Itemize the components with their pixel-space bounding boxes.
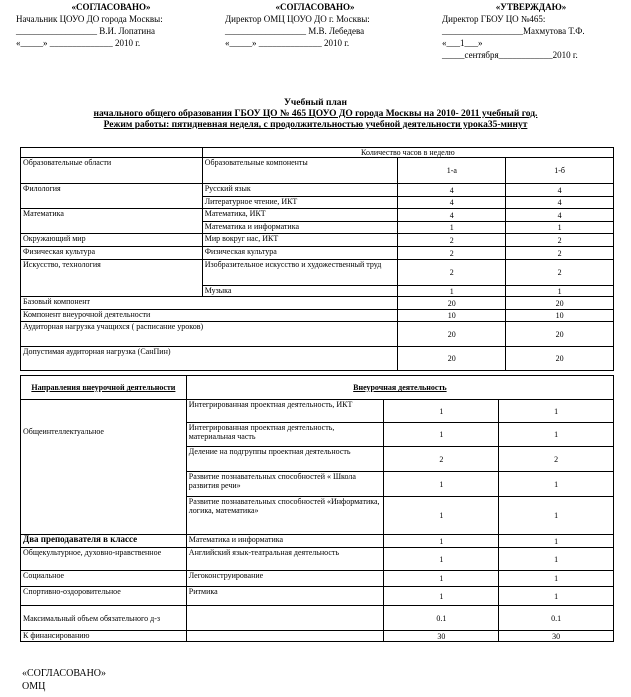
max-volume-label: Максимальный объем обязательного д-з	[21, 606, 187, 631]
hours-1a-cell: 4	[398, 197, 506, 209]
activity-1b-cell: 1	[499, 535, 614, 548]
summary-1a: 20	[398, 297, 506, 310]
activity-cell: Ритмика	[186, 587, 384, 606]
hours-1b-cell: 1	[506, 286, 614, 297]
summary-label: Компонент внеурочной деятельности	[21, 310, 398, 322]
summary-1a: 10	[398, 310, 506, 322]
activity-cell: Интегрированная проектная деятельность, материальная часть	[186, 423, 384, 447]
activity-cell: Математика и информатика	[186, 535, 384, 548]
activity-1b-cell: 1	[499, 400, 614, 423]
hours-table	[20, 147, 614, 371]
hours-1a-cell: 2	[398, 247, 506, 260]
component-cell: Музыка	[202, 286, 398, 297]
area-cell: Окружающий мир	[21, 234, 203, 247]
activity-1a-cell: 2	[384, 447, 499, 472]
activity-cell: Развитие познавательных способностей « Школа развития речи»	[186, 472, 384, 497]
financing-1a: 30	[384, 631, 499, 642]
activity-1b-cell: 1	[499, 423, 614, 447]
activity-1a-cell: 1	[384, 497, 499, 535]
header-left-line3: «_____» ______________ 2010 г.	[16, 38, 141, 48]
hours-1b-cell: 2	[506, 234, 614, 247]
hours-1a-cell: 1	[398, 222, 506, 234]
hours-per-week-header: Количество часов в неделю	[202, 148, 613, 158]
activity-cell: Интегрированная проектная деятельность, ИКТ	[186, 400, 384, 423]
col-component-header: Образовательные компоненты	[202, 158, 398, 184]
direction-cell: Общекультурное, духовно-нравственное	[21, 548, 187, 571]
title-line3: Режим работы: пятидневная неделя, с продолжительностью учебной деятельности урока35-минут	[103, 120, 528, 130]
component-cell: Мир вокруг нас, ИКТ	[202, 234, 398, 247]
header-middle-line2: __________________ М.В. Лебедева	[225, 26, 365, 36]
direction-cell: Два преподавателя в классе	[21, 535, 187, 548]
summary-1a: 20	[398, 322, 506, 347]
financing-blank	[186, 631, 384, 642]
hours-1b-cell: 1	[506, 222, 614, 234]
hours-1b-cell: 4	[506, 209, 614, 222]
activity-1a-cell: 1	[384, 548, 499, 571]
col-1a-header: 1-а	[398, 158, 506, 184]
component-cell: Физическая культура	[202, 247, 398, 260]
title-line2: начального общего образования ГБОУ ЦО № 465 ЦОУО ДО города Москвы на 2010- 2011 учебный год.	[93, 109, 538, 119]
hours-1a-cell: 4	[398, 184, 506, 197]
component-cell: Русский язык	[202, 184, 398, 197]
header-right	[442, 1, 620, 61]
title-line1: Учебный план	[283, 98, 348, 108]
area-cell: Математика	[21, 209, 203, 234]
hours-1b-cell: 4	[506, 197, 614, 209]
hours-1a-cell: 2	[398, 260, 506, 286]
component-cell: Математика, ИКТ	[202, 209, 398, 222]
direction-cell: Социальное	[21, 571, 187, 587]
activity-cell: Легоконструирование	[186, 571, 384, 587]
header-left	[16, 1, 206, 49]
header-right-title: «УТВЕРЖДАЮ»	[495, 2, 567, 12]
hours-table-blank-corner	[21, 148, 203, 158]
hours-1a-cell: 2	[398, 234, 506, 247]
header-middle-title: «СОГЛАСОВАНО»	[275, 2, 355, 12]
financing-1b: 30	[499, 631, 614, 642]
direction-cell	[21, 400, 187, 535]
summary-1b: 20	[506, 322, 614, 347]
header-right-line2: __________________Махмутова Т.Ф.	[442, 26, 585, 36]
directions-header: Направления внеурочной деятельности	[21, 376, 187, 400]
area-cell: Физическая культура	[21, 247, 203, 260]
header-middle	[225, 1, 405, 49]
header-right-line3: «___1___»	[442, 38, 483, 48]
summary-1b: 10	[506, 310, 614, 322]
summary-1b: 20	[506, 347, 614, 371]
hours-1b-cell: 2	[506, 247, 614, 260]
activity-1a-cell: 1	[384, 400, 499, 423]
summary-label: Базовый компонент	[21, 297, 398, 310]
activity-cell: Английский язык-театральная деятельность	[186, 548, 384, 571]
max-volume-blank	[186, 606, 384, 631]
hours-1b-cell: 4	[506, 184, 614, 197]
header-middle-line3: «_____» ______________ 2010 г.	[225, 38, 350, 48]
footer-line1: «СОГЛАСОВАНО»	[22, 668, 107, 679]
activity-1b-cell: 1	[499, 571, 614, 587]
activity-1b-cell: 2	[499, 447, 614, 472]
header-left-line2: __________________ В.И. Лопатина	[16, 26, 156, 36]
summary-1b: 20	[506, 297, 614, 310]
activities-table	[20, 375, 614, 642]
activity-cell: Развитие познавательных способностей «Информатика, логика, математика»	[186, 497, 384, 535]
footer-line2: ОМЦ	[22, 681, 46, 692]
hours-1a-cell: 4	[398, 209, 506, 222]
col-area-header: Образовательные области	[21, 158, 203, 184]
footer-approval	[22, 667, 106, 693]
header-left-title: «СОГЛАСОВАНО»	[71, 2, 151, 12]
max-volume-1b: 0.1	[499, 606, 614, 631]
header-left-line1: Начальник ЦОУО ДО города Москвы:	[16, 14, 163, 24]
hours-1b-cell: 2	[506, 260, 614, 286]
activity-1a-cell: 1	[384, 423, 499, 447]
summary-1a: 20	[398, 347, 506, 371]
activity-1b-cell: 1	[499, 497, 614, 535]
component-cell: Литературное чтение, ИКТ	[202, 197, 398, 209]
component-cell: Математика и информатика	[202, 222, 398, 234]
activity-1b-cell: 1	[499, 587, 614, 606]
activities-header: Внеурочная деятельность	[186, 376, 613, 400]
direction-intellectual: Общеинтеллектуальное	[23, 427, 104, 436]
summary-label: Аудиторная нагрузка учащихся ( расписание уроков)	[21, 322, 398, 347]
direction-cell: Спортивно-оздоровительное	[21, 587, 187, 606]
area-cell: Искусство, технология	[21, 260, 203, 297]
activity-cell: Деление на подгруппы проектная деятельность	[186, 447, 384, 472]
activity-1b-cell: 1	[499, 548, 614, 571]
hours-1a-cell: 1	[398, 286, 506, 297]
summary-label: Допустимая аудиторная нагрузка (СанПин)	[21, 347, 398, 371]
activity-1a-cell: 1	[384, 571, 499, 587]
component-cell: Изобразительное искусство и художественный труд	[202, 260, 398, 286]
activity-1b-cell: 1	[499, 472, 614, 497]
activity-1a-cell: 1	[384, 587, 499, 606]
header-right-line4: _____сентября____________2010 г.	[442, 50, 578, 60]
plan-title	[0, 98, 631, 131]
header-middle-line1: Директор ОМЦ ЦОУО ДО г. Москвы:	[225, 14, 370, 24]
financing-label: К финансированию	[21, 631, 187, 642]
header-right-line1: Директор ГБОУ ЦО №465:	[442, 14, 546, 24]
activity-1a-cell: 1	[384, 472, 499, 497]
area-cell: Филология	[21, 184, 203, 209]
col-1b-header: 1-б	[506, 158, 614, 184]
max-volume-1a: 0.1	[384, 606, 499, 631]
activity-1a-cell: 1	[384, 535, 499, 548]
